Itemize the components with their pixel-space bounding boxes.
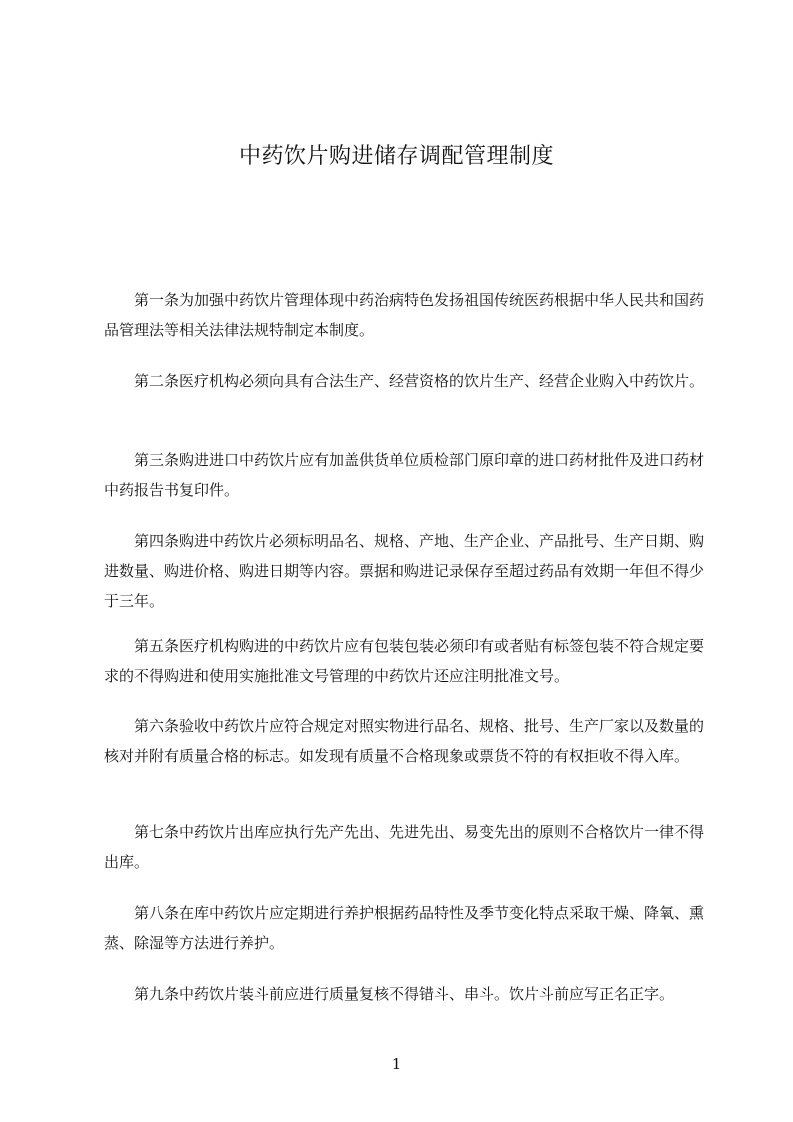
page-number: 1: [391, 1055, 402, 1073]
article-2: 第二条医疗机构必须向具有合法生产、经营资格的饮片生产、经营企业购入中药饮片。: [134, 372, 705, 390]
article-9: 第九条中药饮片装斗前应进行质量复核不得错斗、串斗。饮片斗前应写正名正字。: [134, 985, 675, 1003]
article-4: 第四条购进中药饮片必须标明品名、规格、产地、生产企业、产品批号、生产日期、购进数量、购进价格、购进日期等内容。票据和购进记录保存至超过药品有效期一年但不得少于三年。: [104, 532, 705, 610]
article-3: 第三条购进进口中药饮片应有加盖供货单位质检部门原印章的进口药材批件及进口药材中药报告书复印件。: [104, 451, 705, 499]
document-title: 中药饮片购进储存调配管理制度: [238, 144, 554, 169]
article-6: 第六条验收中药饮片应符合规定对照实物进行品名、规格、批号、生产厂家以及数量的核对并附有质量合格的标志。如发现有质量不合格现象或票货不符的有权拒收不得入库。: [104, 717, 705, 765]
article-5: 第五条医疗机构购进的中药饮片应有包装包装必须印有或者贴有标签包装不符合规定要求的不得购进和使用实施批准文号管理的中药饮片还应注明批准文号。: [104, 637, 705, 685]
article-1: 第一条为加强中药饮片管理体现中药治病特色发扬祖国传统医药根据中华人民共和国药品管理法等相关法律法规特制定本制度。: [104, 291, 705, 339]
article-8: 第八条在库中药饮片应定期进行养护根据药品特性及季节变化特点采取干燥、降氧、熏蒸、除湿等方法进行养护。: [104, 904, 705, 952]
article-7: 第七条中药饮片出库应执行先产先出、先进先出、易变先出的原则不合格饮片一律不得出库。: [104, 823, 705, 871]
